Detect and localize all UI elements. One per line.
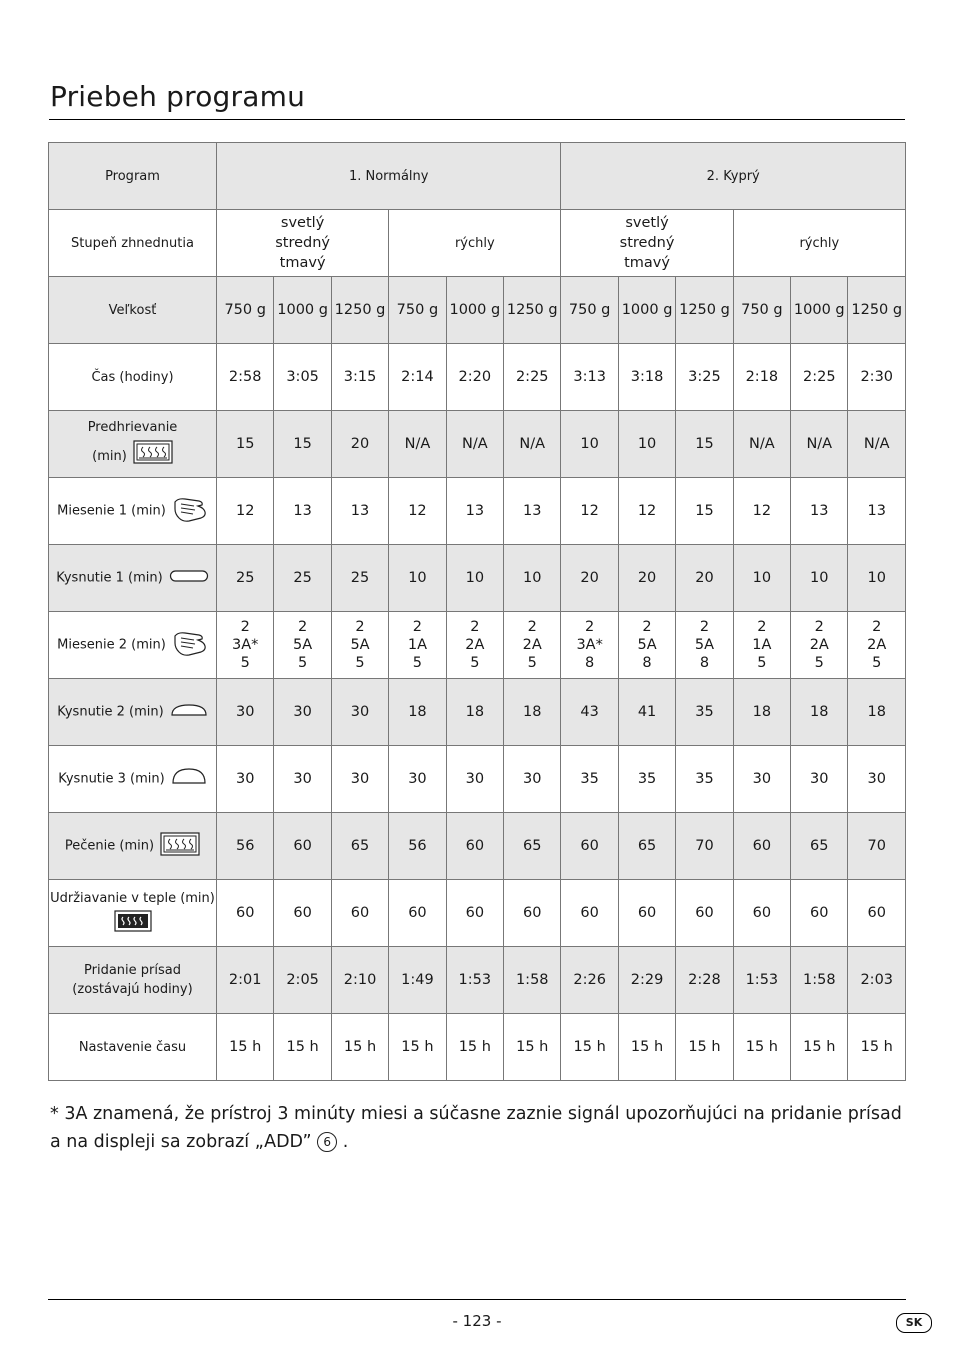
value-line: 5	[814, 655, 824, 671]
value-cell: 60	[733, 813, 790, 880]
size-cell: 750 g	[389, 277, 446, 344]
value-cell	[733, 612, 790, 679]
value-cell	[446, 612, 503, 679]
row-label-line	[49, 440, 216, 473]
value-line: 2	[814, 619, 824, 635]
value-cell: 30	[274, 679, 331, 746]
browning-levels	[217, 210, 389, 277]
browning-levels	[561, 210, 733, 277]
browning-level: tmavý	[624, 255, 670, 271]
value-cell	[389, 612, 446, 679]
row-label-text: Kysnutie 1 (min)	[56, 570, 163, 586]
browning-level: svetlý	[280, 215, 325, 231]
value-cell: 25	[217, 545, 274, 612]
value-line: 5	[527, 655, 537, 671]
row-label	[49, 679, 217, 746]
circled-ref: 6	[317, 1132, 337, 1152]
value-line: 5	[240, 655, 250, 671]
keep-warm-icon	[114, 910, 152, 936]
size-cell: 750 g	[217, 277, 274, 344]
value-line: 2A	[522, 637, 542, 653]
row-label	[49, 545, 217, 612]
value-cell: 20	[561, 545, 618, 612]
value-cell: 15 h	[733, 1014, 790, 1081]
value-line: 2	[470, 619, 480, 635]
preheat-icon	[133, 440, 173, 473]
value-cell: 70	[676, 813, 733, 880]
value-cell: 30	[848, 746, 906, 813]
value-line: 5	[757, 655, 767, 671]
value-cell: 10	[791, 545, 848, 612]
value-cell: 12	[618, 478, 675, 545]
value-line: 2	[355, 619, 365, 635]
value-cell: 10	[618, 411, 675, 478]
row-data	[49, 545, 906, 612]
value-cell: 13	[791, 478, 848, 545]
value-cell: 10	[446, 545, 503, 612]
row-label-line	[49, 416, 216, 440]
size-cell: 1000 g	[618, 277, 675, 344]
bottom-rule	[48, 1299, 906, 1300]
value-cell: 20	[676, 545, 733, 612]
value-line: 2	[240, 619, 250, 635]
footnote	[50, 1100, 910, 1156]
value-cell: 13	[446, 478, 503, 545]
value-cell: 18	[504, 679, 561, 746]
value-cell: 10	[389, 545, 446, 612]
value-cell: 3:15	[331, 344, 388, 411]
value-line: 5A	[350, 637, 370, 653]
row-browning	[49, 210, 906, 277]
value-cell: 15	[676, 411, 733, 478]
program-label: Program	[49, 143, 217, 210]
value-line: 1A	[752, 637, 772, 653]
value-cell: 2:28	[676, 947, 733, 1014]
browning-level: tmavý	[279, 255, 326, 271]
value-cell: 35	[618, 746, 675, 813]
value-cell: 60	[331, 880, 388, 947]
value-cell: 35	[676, 679, 733, 746]
value-cell: 1:58	[791, 947, 848, 1014]
value-line: 2	[757, 619, 767, 635]
size-cell: 1250 g	[331, 277, 388, 344]
value-cell: 12	[217, 478, 274, 545]
value-cell: 65	[331, 813, 388, 880]
row-label-text: Udržiavanie v teple (min)	[50, 890, 215, 906]
value-cell: 2:29	[618, 947, 675, 1014]
value-line: 5A	[293, 637, 313, 653]
browning-level: stredný	[619, 235, 675, 251]
fast-label: rýchly	[389, 210, 561, 277]
row-data	[49, 679, 906, 746]
value-cell: 2:26	[561, 947, 618, 1014]
value-cell: 60	[446, 880, 503, 947]
row-label	[49, 880, 217, 947]
size-cell: 1250 g	[848, 277, 906, 344]
row-label-sub: (min)	[92, 448, 127, 464]
value-cell: 30	[733, 746, 790, 813]
footnote-end: .	[342, 1132, 349, 1152]
value-cell	[504, 612, 561, 679]
value-line: 2A	[809, 637, 829, 653]
value-cell: 60	[217, 880, 274, 947]
value-cell	[561, 612, 618, 679]
value-line: 2	[872, 619, 882, 635]
row-label	[49, 746, 217, 813]
title-rule	[49, 119, 905, 120]
value-cell: 60	[446, 813, 503, 880]
row-data	[49, 947, 906, 1014]
value-cell: 2:25	[791, 344, 848, 411]
value-cell: 2:58	[217, 344, 274, 411]
dough-medium-icon	[170, 702, 208, 722]
value-cell: 13	[504, 478, 561, 545]
value-cell: 60	[274, 880, 331, 947]
value-cell: 18	[733, 679, 790, 746]
row-label	[49, 344, 217, 411]
row-label-line	[49, 906, 216, 936]
row-label-text: Predhrievanie	[87, 419, 178, 435]
value-cell	[331, 612, 388, 679]
value-cell: 65	[791, 813, 848, 880]
row-label-text: Nastavenie času	[78, 1039, 187, 1055]
value-cell: N/A	[504, 411, 561, 478]
browning-level: stredný	[275, 235, 330, 251]
row-label	[49, 947, 217, 1014]
value-cell: 2:30	[848, 344, 906, 411]
browning-label: Stupeň zhnednutia	[49, 210, 217, 277]
browning-level: svetlý	[625, 215, 669, 231]
value-cell: 13	[848, 478, 906, 545]
value-cell	[676, 612, 733, 679]
size-cell: 750 g	[733, 277, 790, 344]
value-cell: 2:03	[848, 947, 906, 1014]
row-label-text: Miesenie 2 (min)	[57, 637, 166, 653]
value-cell	[848, 612, 906, 679]
row-label-line	[49, 891, 216, 906]
value-cell: 1:53	[446, 947, 503, 1014]
value-cell	[274, 612, 331, 679]
value-cell: 1:49	[389, 947, 446, 1014]
row-label-text: Pridanie prísad	[84, 963, 181, 978]
value-cell: 15	[676, 478, 733, 545]
value-cell: 15	[274, 411, 331, 478]
value-cell: 15 h	[217, 1014, 274, 1081]
value-cell: 12	[561, 478, 618, 545]
value-cell: 43	[561, 679, 618, 746]
value-cell: 18	[446, 679, 503, 746]
value-line: 2	[527, 619, 537, 635]
value-cell: 13	[331, 478, 388, 545]
value-cell	[791, 612, 848, 679]
value-cell: 10	[733, 545, 790, 612]
value-cell: 30	[274, 746, 331, 813]
dough-flat-icon	[169, 568, 209, 588]
value-cell: 2:10	[331, 947, 388, 1014]
value-cell: 60	[848, 880, 906, 947]
value-cell: 35	[561, 746, 618, 813]
value-cell: 2:18	[733, 344, 790, 411]
value-cell: 15	[217, 411, 274, 478]
value-line: 5	[470, 655, 480, 671]
size-cell: 1000 g	[791, 277, 848, 344]
value-cell: 15 h	[561, 1014, 618, 1081]
value-line: 2A	[465, 637, 485, 653]
value-cell: 2:20	[446, 344, 503, 411]
language-badge: SK	[896, 1313, 932, 1333]
value-cell: 1:53	[733, 947, 790, 1014]
value-cell: 60	[504, 880, 561, 947]
row-label	[49, 478, 217, 545]
value-cell: 15 h	[274, 1014, 331, 1081]
value-cell: 60	[561, 813, 618, 880]
value-cell: 60	[733, 880, 790, 947]
value-cell: 15 h	[618, 1014, 675, 1081]
value-cell: 60	[561, 880, 618, 947]
value-cell: 30	[504, 746, 561, 813]
row-label	[49, 411, 217, 478]
value-line: 2A	[867, 637, 887, 653]
page-number: - 123 -	[452, 1312, 502, 1330]
value-cell: 30	[331, 746, 388, 813]
value-cell: 15 h	[504, 1014, 561, 1081]
value-cell: 60	[618, 880, 675, 947]
value-cell: N/A	[791, 411, 848, 478]
kneading-hand-icon	[172, 496, 208, 526]
kneading-hand-icon	[172, 630, 208, 660]
value-cell: 3:13	[561, 344, 618, 411]
size-cell: 1000 g	[446, 277, 503, 344]
value-cell: 60	[389, 880, 446, 947]
row-data	[49, 612, 906, 679]
value-cell: 30	[446, 746, 503, 813]
value-cell: 15 h	[331, 1014, 388, 1081]
value-cell	[217, 612, 274, 679]
page-title: Priebeh programu	[50, 80, 306, 113]
row-label	[49, 612, 217, 679]
value-cell	[618, 612, 675, 679]
value-line: 5	[412, 655, 423, 671]
value-line: 3A*	[576, 637, 603, 653]
baking-icon	[160, 832, 200, 860]
value-cell: 10	[561, 411, 618, 478]
value-line: 2	[699, 619, 710, 635]
value-cell: 1:58	[504, 947, 561, 1014]
value-cell: 3:25	[676, 344, 733, 411]
value-line: 1A	[407, 637, 427, 653]
row-data	[49, 813, 906, 880]
value-cell: 65	[504, 813, 561, 880]
row-label	[49, 813, 217, 880]
value-cell: 15 h	[791, 1014, 848, 1081]
row-label-line	[49, 961, 216, 980]
value-line: 5	[297, 655, 308, 671]
row-data	[49, 478, 906, 545]
value-cell: 15 h	[389, 1014, 446, 1081]
value-line: 8	[642, 655, 652, 671]
value-cell: 60	[791, 880, 848, 947]
value-cell: 12	[733, 478, 790, 545]
row-label-text: Kysnutie 2 (min)	[57, 704, 164, 720]
program-name: 1. Normálny	[217, 143, 561, 210]
value-cell: 30	[217, 679, 274, 746]
row-data	[49, 344, 906, 411]
value-cell: 60	[676, 880, 733, 947]
value-cell: N/A	[389, 411, 446, 478]
fast-label: rýchly	[733, 210, 905, 277]
row-label-text: Kysnutie 3 (min)	[58, 771, 165, 787]
dough-risen-icon	[171, 768, 207, 790]
value-cell: 41	[618, 679, 675, 746]
size-cell: 750 g	[561, 277, 618, 344]
value-cell: N/A	[848, 411, 906, 478]
value-line: 2	[297, 619, 308, 635]
value-line: 2	[642, 619, 652, 635]
value-cell: 15 h	[676, 1014, 733, 1081]
value-cell: 3:05	[274, 344, 331, 411]
value-cell: 2:01	[217, 947, 274, 1014]
value-line: 5	[872, 655, 882, 671]
value-cell: 30	[791, 746, 848, 813]
row-program	[49, 143, 906, 210]
value-cell: 20	[618, 545, 675, 612]
row-size	[49, 277, 906, 344]
value-cell: 56	[389, 813, 446, 880]
value-cell: 30	[331, 679, 388, 746]
value-line: 5	[355, 655, 365, 671]
value-cell: 2:14	[389, 344, 446, 411]
value-line: 2	[412, 619, 423, 635]
value-cell: 65	[618, 813, 675, 880]
value-line: 2	[585, 619, 595, 635]
value-line: 3A*	[232, 637, 259, 653]
size-label: Veľkosť	[49, 277, 217, 344]
row-label	[49, 1014, 217, 1081]
value-cell: 70	[848, 813, 906, 880]
value-cell: 35	[676, 746, 733, 813]
footnote-text: * 3A znamená, že prístroj 3 minúty miesi a súčasne zaznie signál upozorňujúci na pridanie prísad a na displeji sa zobrazí „ADD”	[50, 1104, 902, 1152]
value-cell: 56	[217, 813, 274, 880]
value-cell: 25	[274, 545, 331, 612]
size-cell: 1250 g	[676, 277, 733, 344]
value-line: 5A	[637, 637, 657, 653]
row-label-text: Čas (hodiny)	[91, 369, 174, 385]
value-cell: 18	[791, 679, 848, 746]
size-cell: 1000 g	[274, 277, 331, 344]
row-label-text: Pečenie (min)	[64, 838, 155, 854]
value-cell: 10	[504, 545, 561, 612]
value-line: 8	[585, 655, 595, 671]
value-cell: 3:18	[618, 344, 675, 411]
row-data	[49, 746, 906, 813]
value-cell: 18	[389, 679, 446, 746]
value-cell: 20	[331, 411, 388, 478]
value-cell: N/A	[446, 411, 503, 478]
value-cell: 10	[848, 545, 906, 612]
row-data	[49, 880, 906, 947]
value-cell: 18	[848, 679, 906, 746]
row-label-sub: (zostávajú hodiny)	[72, 982, 193, 997]
value-cell: 30	[389, 746, 446, 813]
value-cell: 2:05	[274, 947, 331, 1014]
program-table	[48, 142, 906, 1081]
row-label-line	[49, 980, 216, 999]
value-cell: 30	[217, 746, 274, 813]
value-cell: 60	[274, 813, 331, 880]
value-line: 8	[699, 655, 710, 671]
value-cell: 25	[331, 545, 388, 612]
program-name: 2. Kyprý	[561, 143, 906, 210]
value-cell: 15 h	[446, 1014, 503, 1081]
value-cell: 13	[274, 478, 331, 545]
row-label-text: Miesenie 1 (min)	[57, 503, 166, 519]
value-cell: 12	[389, 478, 446, 545]
row-data	[49, 1014, 906, 1081]
row-data	[49, 411, 906, 478]
value-line: 5A	[694, 637, 715, 653]
value-cell: N/A	[733, 411, 790, 478]
value-cell: 15 h	[848, 1014, 906, 1081]
value-cell: 2:25	[504, 344, 561, 411]
size-cell: 1250 g	[504, 277, 561, 344]
